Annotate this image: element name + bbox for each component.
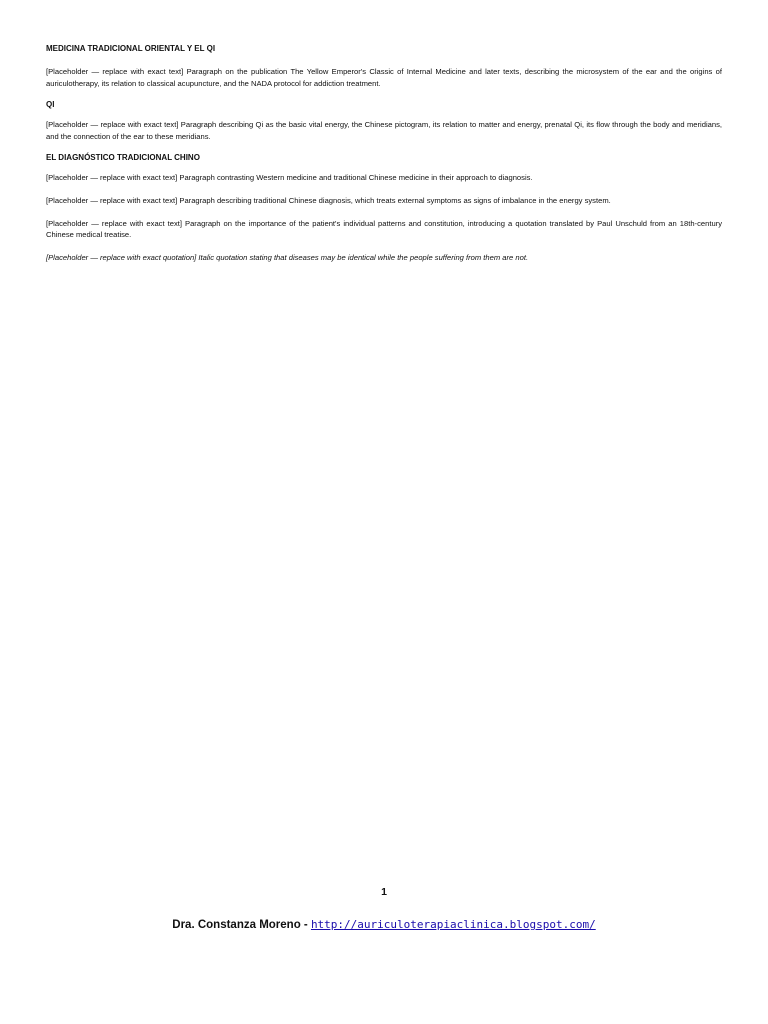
blog-link[interactable]: http://auriculoterapiaclinica.blogspot.com/ xyxy=(310,918,596,931)
footer-author: Dra. Constanza Moreno - xyxy=(172,919,311,931)
intro-section xyxy=(46,66,722,89)
diagnosis-paragraph-2: [Placeholder — replace with exact text] Paragraph describing traditional Chinese diagnosis, which treats external symptoms as signs of imbalance in the energy system. xyxy=(46,195,611,205)
qi-section xyxy=(46,100,722,142)
diagnosis-section xyxy=(46,153,722,263)
intro-paragraph: [Placeholder — replace with exact text] Paragraph on the publication The Yellow Emperor's Classic of Internal Medicine and later texts, describing the microsystem of the ear and the origins of auriculotherapy, its relation to classical acupuncture, and the NADA protocol for addiction treatment. xyxy=(46,67,722,88)
qi-paragraph: [Placeholder — replace with exact text] Paragraph describing Qi as the basic vital energy, the Chinese pictogram, its relation to matter and energy, prenatal Qi, its flow through the body and meridians, and the connection of the ear to these meridians. xyxy=(46,120,722,141)
section-heading-qi: QI xyxy=(46,100,55,110)
page-number: 1 xyxy=(381,886,387,898)
footer xyxy=(0,918,768,931)
quotation-paragraph: [Placeholder — replace with exact quotation] Italic quotation stating that diseases may be identical while the people suffering from them are not. xyxy=(46,252,529,262)
diagnosis-paragraph-1: [Placeholder — replace with exact text] Paragraph contrasting Western medicine and traditional Chinese medicine in their approach to diagnosis. xyxy=(46,173,533,183)
section-heading-diagnosis: EL DIAGNÓSTICO TRADICIONAL CHINO xyxy=(46,153,200,163)
diagnosis-paragraph-3: [Placeholder — replace with exact text] Paragraph on the importance of the patient's individual patterns and constitution, introducing a quotation translated by Paul Unschuld from an 18th-century Chinese medical treatise. xyxy=(46,218,722,240)
document-title: MEDICINA TRADICIONAL ORIENTAL Y EL QI xyxy=(46,44,216,53)
